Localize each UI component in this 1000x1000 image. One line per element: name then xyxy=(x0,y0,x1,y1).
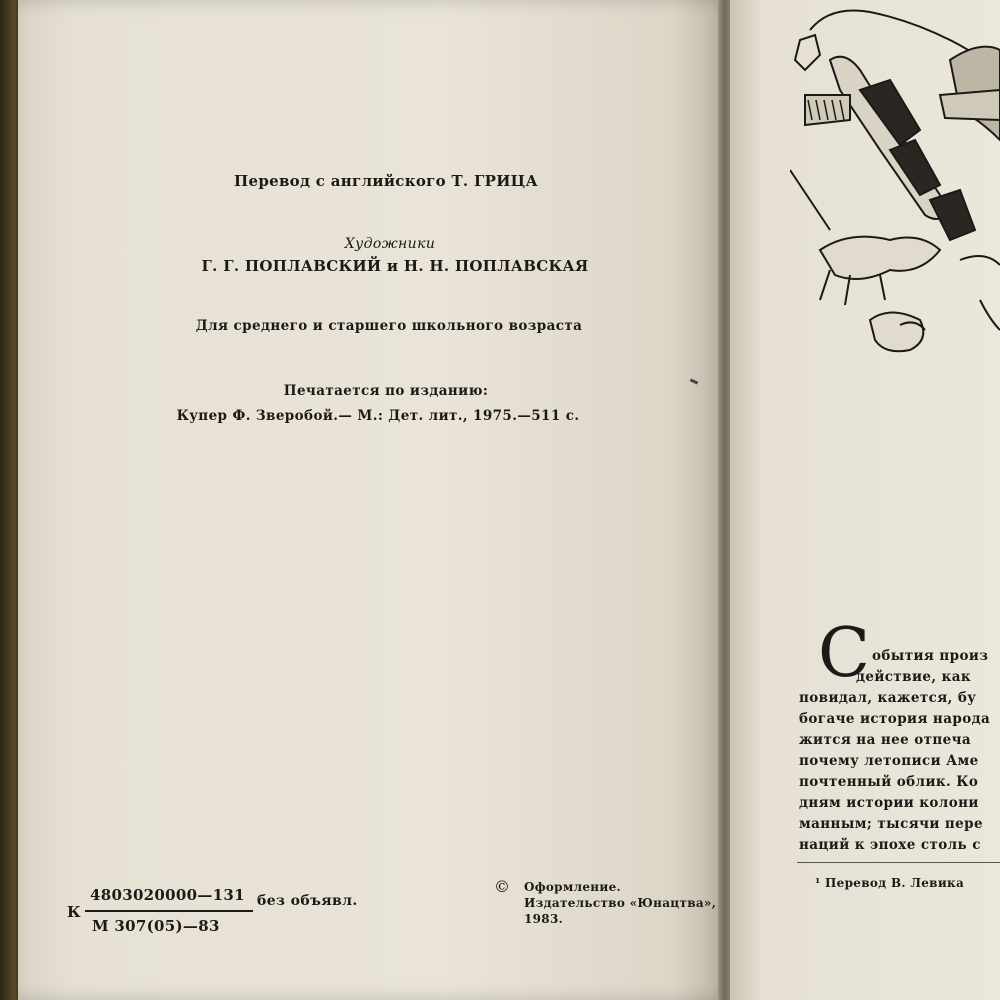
translation-credit: Перевод с английского Т. ГРИЦА xyxy=(234,172,538,190)
copyright-icon: © xyxy=(494,877,510,896)
body-line-10: наций к эпохе столь с xyxy=(799,837,981,853)
printed-from-label: Печатается по изданию: xyxy=(283,383,489,399)
body-line-9: манным; тысячи пере xyxy=(799,816,983,832)
body-line-6: почему летописи Аме xyxy=(799,753,979,769)
copyright-line-3: 1983. xyxy=(524,912,564,926)
body-line-5: жится на нее отпеча xyxy=(799,732,972,748)
body-line-2: действие, как xyxy=(856,669,972,685)
catalog-prefix: К xyxy=(67,903,81,921)
illustrators-names: Г. Г. ПОПЛАВСКИЙ и Н. Н. ПОПЛАВСКАЯ xyxy=(201,257,589,275)
copyright-line-2: Издательство «Юнацтва», xyxy=(524,896,717,910)
audience-note: Для среднего и старшего школьного возраста xyxy=(195,318,583,334)
footnote-rule xyxy=(797,862,1000,863)
body-line-1: обытия произ xyxy=(872,648,989,664)
catalog-numerator: 4803020000—131 xyxy=(90,886,245,904)
body-line-7: почтенный облик. Ко xyxy=(799,774,979,790)
body-line-4: богаче история народа xyxy=(799,711,991,727)
drop-cap: С xyxy=(818,614,871,693)
body-line-8: дням истории колони xyxy=(799,795,979,811)
left-page xyxy=(18,0,730,1000)
catalog-note: без объявл. xyxy=(257,893,358,909)
footnote: ¹ Перевод В. Левика xyxy=(815,876,965,890)
catalog-denominator: М 307(05)—83 xyxy=(92,917,220,935)
copyright-line-1: Оформление. xyxy=(524,880,621,894)
illustrators-label: Художники xyxy=(344,236,436,252)
turtle-shield-illustration-icon xyxy=(790,0,1000,370)
body-line-3: повидал, кажется, бу xyxy=(799,690,977,706)
catalog-fraction-line xyxy=(85,910,253,912)
printed-from-reference: Купер Ф. Зверобой.— М.: Дет. лит., 1975.—511 с. xyxy=(176,408,580,424)
